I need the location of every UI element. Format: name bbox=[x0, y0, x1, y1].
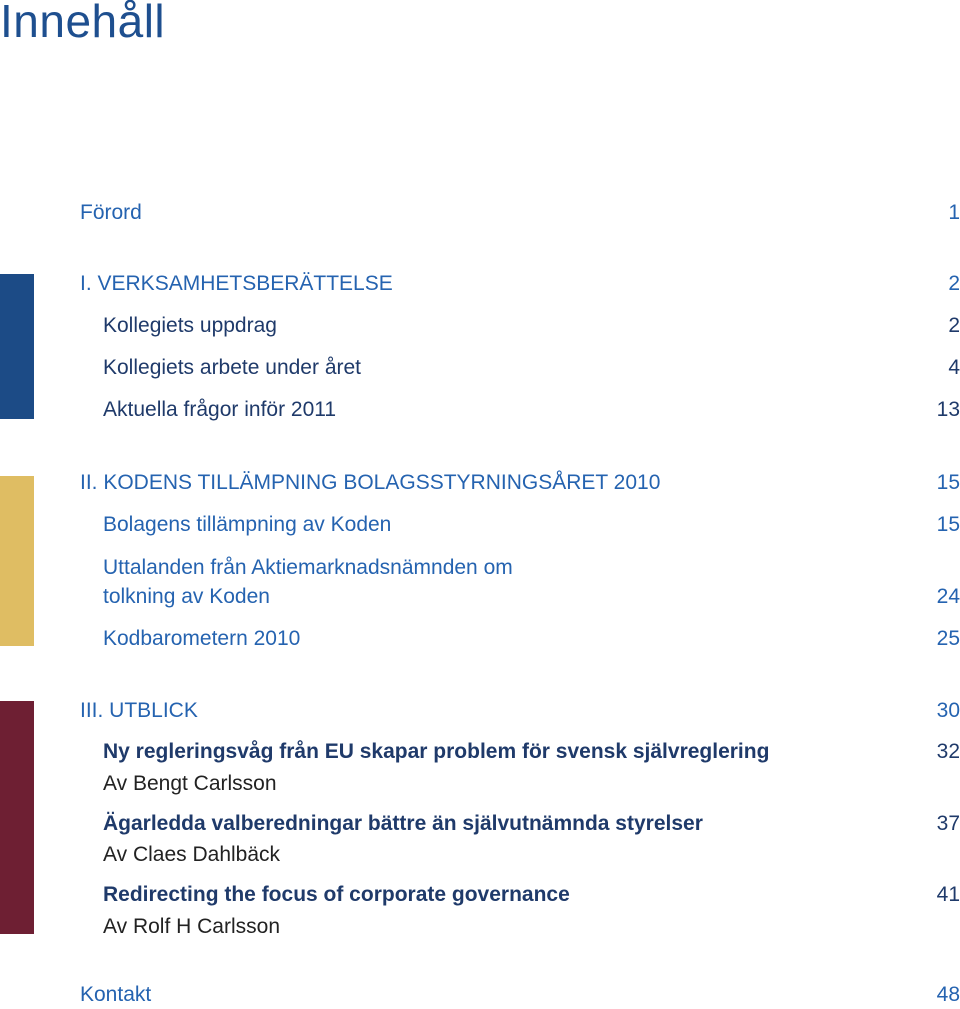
toc-page-number: 1 bbox=[948, 201, 960, 224]
toc-page-number: 2 bbox=[948, 314, 960, 337]
toc-entry-label: Kodbarometern 2010 bbox=[103, 627, 301, 650]
page-title: Innehåll bbox=[0, 0, 166, 47]
toc-page-number: 32 bbox=[936, 740, 960, 763]
toc-entry-label-line-1: Uttalanden från Aktiemarknadsnämnden om bbox=[103, 556, 513, 579]
toc-page-number: 30 bbox=[936, 699, 960, 722]
toc-article-title: Ägarledda valberedningar bättre än självutnämnda styrelser bbox=[103, 812, 703, 835]
toc-entry-label: Förord bbox=[80, 201, 142, 224]
toc-page-number: 15 bbox=[936, 471, 960, 494]
toc-page-number: 25 bbox=[936, 627, 960, 650]
toc-entry-label: Aktuella frågor inför 2011 bbox=[103, 398, 337, 421]
toc-page-number: 41 bbox=[936, 883, 960, 906]
section-2-color-bar bbox=[0, 476, 34, 646]
toc-page-number: 4 bbox=[948, 356, 960, 379]
section-1-color-bar bbox=[0, 274, 34, 419]
toc-page-number: 15 bbox=[936, 513, 960, 536]
toc-article-title: Redirecting the focus of corporate governance bbox=[103, 883, 570, 906]
toc-article-author: Av Bengt Carlsson bbox=[103, 772, 277, 795]
toc-entry-label: Kollegiets uppdrag bbox=[103, 314, 277, 337]
toc-section-label: I. VERKSAMHETSBERÄTTELSE bbox=[80, 272, 393, 295]
toc-page-number: 2 bbox=[948, 272, 960, 295]
toc-article-author: Av Claes Dahlbäck bbox=[103, 843, 281, 866]
toc-entry-label: Bolagens tillämpning av Koden bbox=[103, 513, 392, 536]
toc-article-author: Av Rolf H Carlsson bbox=[103, 915, 281, 938]
toc-entry-label: Kontakt bbox=[80, 983, 152, 1006]
toc-page-number: 37 bbox=[936, 812, 960, 835]
toc-section-label: II. KODENS TILLÄMPNING BOLAGSSTYRNINGSÅRET 2010 bbox=[80, 471, 661, 494]
toc-page-number: 48 bbox=[936, 983, 960, 1006]
toc-page-number: 13 bbox=[936, 398, 960, 421]
toc-section-label: III. UTBLICK bbox=[80, 699, 198, 722]
toc-article-title: Ny regleringsvåg från EU skapar problem för svensk självreglering bbox=[103, 740, 770, 763]
toc-entry-label-line-2: tolkning av Koden bbox=[103, 585, 270, 608]
toc-page-number: 24 bbox=[936, 585, 960, 608]
section-3-color-bar bbox=[0, 701, 34, 934]
toc-entry-label: Kollegiets arbete under året bbox=[103, 356, 361, 379]
